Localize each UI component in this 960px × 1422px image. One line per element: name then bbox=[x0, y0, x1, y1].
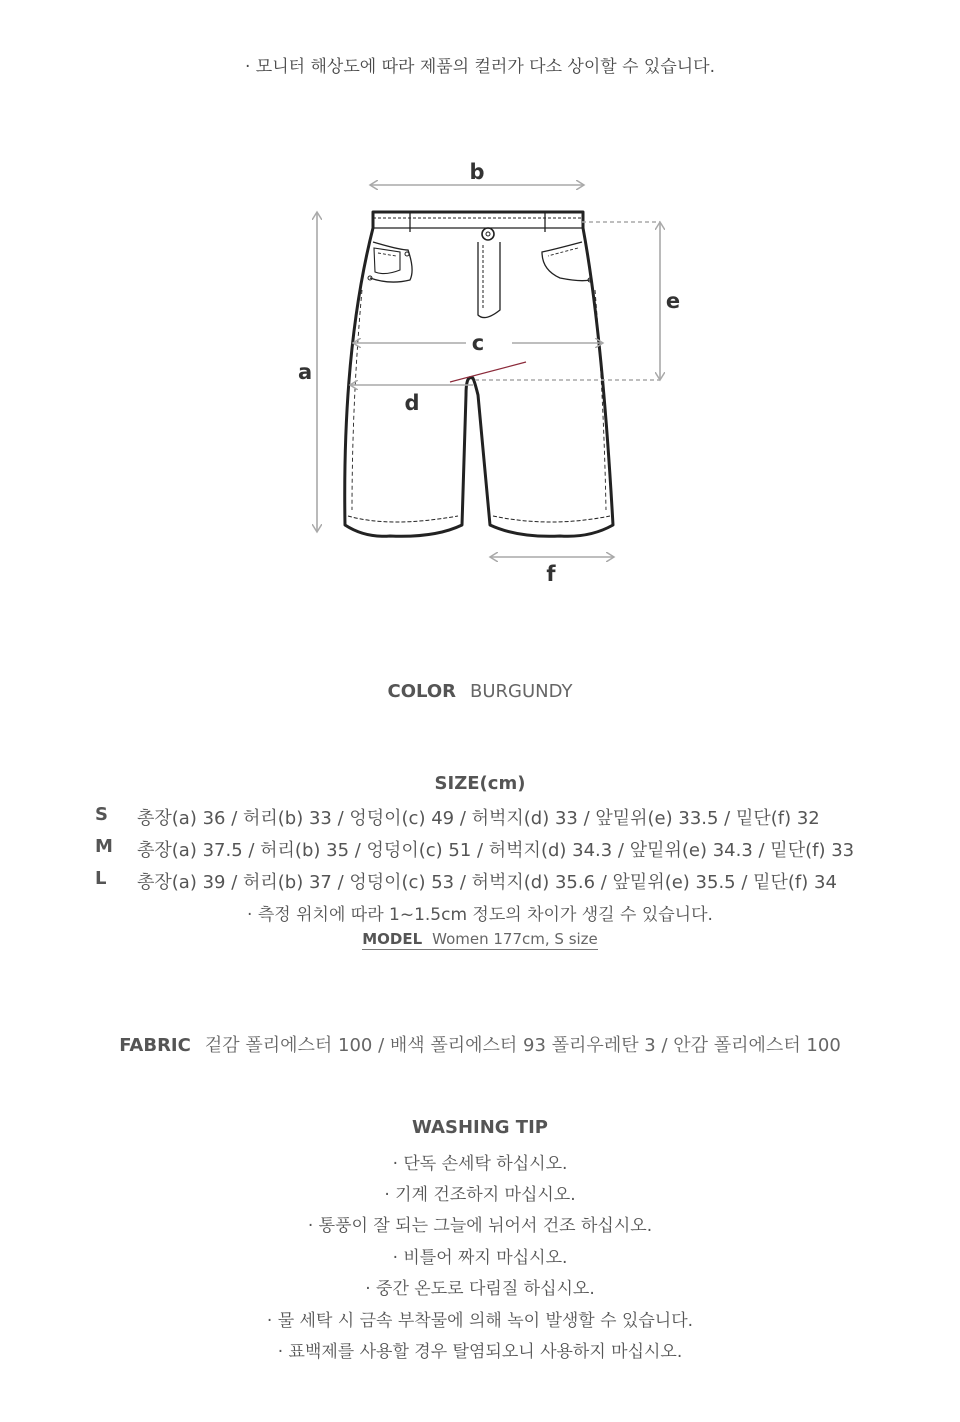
washing-tip-item: · 통풍이 잘 되는 그늘에 뉘어서 건조 하십시오. bbox=[307, 1216, 653, 1236]
size-row-s bbox=[95, 804, 895, 832]
fabric-value: 겉감 폴리에스터 100 / 배색 폴리에스터 93 폴리우레탄 3 / 안감 폴리에스터 100 bbox=[204, 1035, 841, 1056]
size-code: M bbox=[95, 836, 113, 857]
monitor-color-notice: · 모니터 해상도에 따라 제품의 컬러가 다소 상이할 수 있습니다. bbox=[245, 57, 715, 77]
size-spec: 총장(a) 37.5 / 허리(b) 35 / 엉덩이(c) 51 / 허벅지(d) 34.3 / 앞밑위(e) 34.3 / 밑단(f) 33 bbox=[137, 840, 855, 861]
model-label: MODEL bbox=[362, 930, 423, 948]
model-value: Women 177cm, S size bbox=[432, 930, 598, 948]
washing-tip-item: · 단독 손세탁 하십시오. bbox=[392, 1154, 568, 1174]
color-info bbox=[0, 681, 960, 702]
size-code: S bbox=[95, 804, 108, 825]
size-note: · 측정 위치에 따라 1~1.5cm 정도의 차이가 생길 수 있습니다. bbox=[247, 905, 713, 925]
size-spec: 총장(a) 39 / 허리(b) 37 / 엉덩이(c) 53 / 허벅지(d) 35.6 / 앞밑위(e) 35.5 / 밑단(f) 34 bbox=[137, 872, 837, 893]
model-info bbox=[0, 930, 960, 950]
fabric-label: FABRIC bbox=[119, 1035, 191, 1056]
washing-tip-item: · 비틀어 짜지 마십시오. bbox=[392, 1248, 568, 1268]
washing-tip-item: · 중간 온도로 다림질 하십시오. bbox=[365, 1279, 595, 1299]
color-value: BURGUNDY bbox=[470, 681, 573, 702]
size-title: SIZE(cm) bbox=[434, 773, 526, 794]
fabric-info bbox=[0, 1031, 960, 1057]
label-b: b bbox=[469, 160, 485, 184]
washing-tip-title: WASHING TIP bbox=[412, 1117, 548, 1138]
washing-tip-item: · 물 세탁 시 금속 부착물에 의해 녹이 발생할 수 있습니다. bbox=[266, 1311, 694, 1331]
color-label: COLOR bbox=[387, 681, 456, 702]
label-e: e bbox=[665, 289, 681, 313]
size-spec: 총장(a) 36 / 허리(b) 33 / 엉덩이(c) 49 / 허벅지(d) 33 / 앞밑위(e) 33.5 / 밑단(f) 32 bbox=[137, 808, 820, 829]
label-f: f bbox=[546, 562, 556, 586]
size-row-l bbox=[95, 868, 895, 896]
size-row-m bbox=[95, 836, 895, 864]
washing-tip-item: · 기계 건조하지 마십시오. bbox=[384, 1185, 576, 1205]
label-a: a bbox=[298, 360, 313, 384]
size-code: L bbox=[95, 868, 107, 889]
shorts-measurement-diagram bbox=[290, 150, 690, 600]
washing-tip-item: · 표백제를 사용할 경우 탈염되오니 사용하지 마십시오. bbox=[277, 1342, 683, 1362]
label-c: c bbox=[471, 331, 485, 355]
label-d: d bbox=[404, 391, 420, 415]
